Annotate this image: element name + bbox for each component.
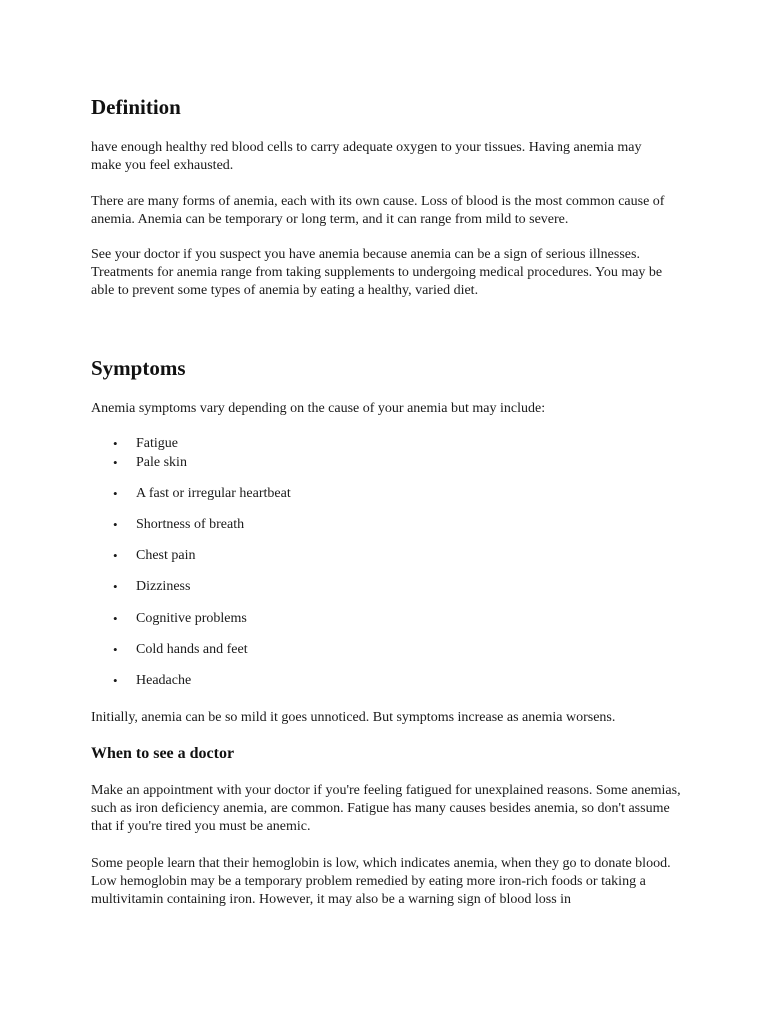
bullet-icon: • [113, 611, 118, 626]
definition-heading: Definition [91, 95, 181, 119]
definition-paragraph-3: See your doctor if you suspect you have anemia because anemia can be a sign of serious illnesses. Treatments for anemia range from taking supplements to undergoing medical procedures. You may be able to prevent some types of anemia by eating a healthy, varied diet. [91, 247, 663, 298]
symptom-label: Cold hands and feet [136, 642, 248, 657]
list-item [91, 435, 536, 453]
bullet-icon: • [113, 579, 118, 594]
list-item [91, 485, 536, 503]
bullet-icon: • [113, 436, 118, 451]
bullet-icon: • [113, 548, 118, 563]
list-item [91, 610, 536, 628]
list-item [91, 641, 536, 659]
symptom-label: Headache [136, 673, 192, 688]
list-item [91, 578, 536, 596]
definition-paragraph-2: There are many forms of anemia, each with its own cause. Loss of blood is the most common cause of anemia. Anemia can be temporary or long term, and it can range from mild to severe. [91, 194, 665, 227]
bullet-icon: • [113, 673, 118, 688]
bullet-icon: • [113, 517, 118, 532]
doctor-heading: When to see a doctor [91, 745, 235, 762]
symptoms-outro: Initially, anemia can be so mild it goes unnoticed. But symptoms increase as anemia worsens. [91, 710, 616, 725]
bullet-icon: • [113, 486, 118, 501]
symptom-label: Chest pain [136, 548, 196, 563]
list-item [91, 547, 536, 565]
bullet-icon: • [113, 642, 118, 657]
doctor-paragraph-2: Some people learn that their hemoglobin is low, which indicates anemia, when they go to donate blood. Low hemoglobin may be a temporary problem remedied by eating more iron-rich foods or taking a multivitamin containing iron. However, it may also be a warning sign of blood loss in [91, 856, 671, 907]
symptom-label: Dizziness [136, 579, 191, 594]
symptom-label: A fast or irregular heartbeat [136, 486, 291, 501]
symptom-label: Pale skin [136, 455, 187, 470]
doctor-paragraph-1: Make an appointment with your doctor if you're feeling fatigued for unexplained reasons. Some anemias, such as iron deficiency anemia, are common. Fatigue has many causes besides anemia, so don't assume that if you're tired you must be anemic. [91, 783, 681, 834]
list-item [91, 672, 536, 690]
symptoms-intro: Anemia symptoms vary depending on the cause of your anemia but may include: [91, 401, 546, 416]
definition-paragraph-1: have enough healthy red blood cells to carry adequate oxygen to your tissues. Having anemia may make you feel exhausted. [91, 140, 642, 173]
symptoms-heading: Symptoms [91, 356, 186, 380]
bullet-icon: • [113, 455, 118, 470]
list-item [91, 516, 536, 534]
symptom-label: Cognitive problems [136, 611, 247, 626]
list-item [91, 454, 536, 472]
symptom-label: Shortness of breath [136, 517, 245, 532]
symptom-label: Fatigue [136, 436, 178, 451]
